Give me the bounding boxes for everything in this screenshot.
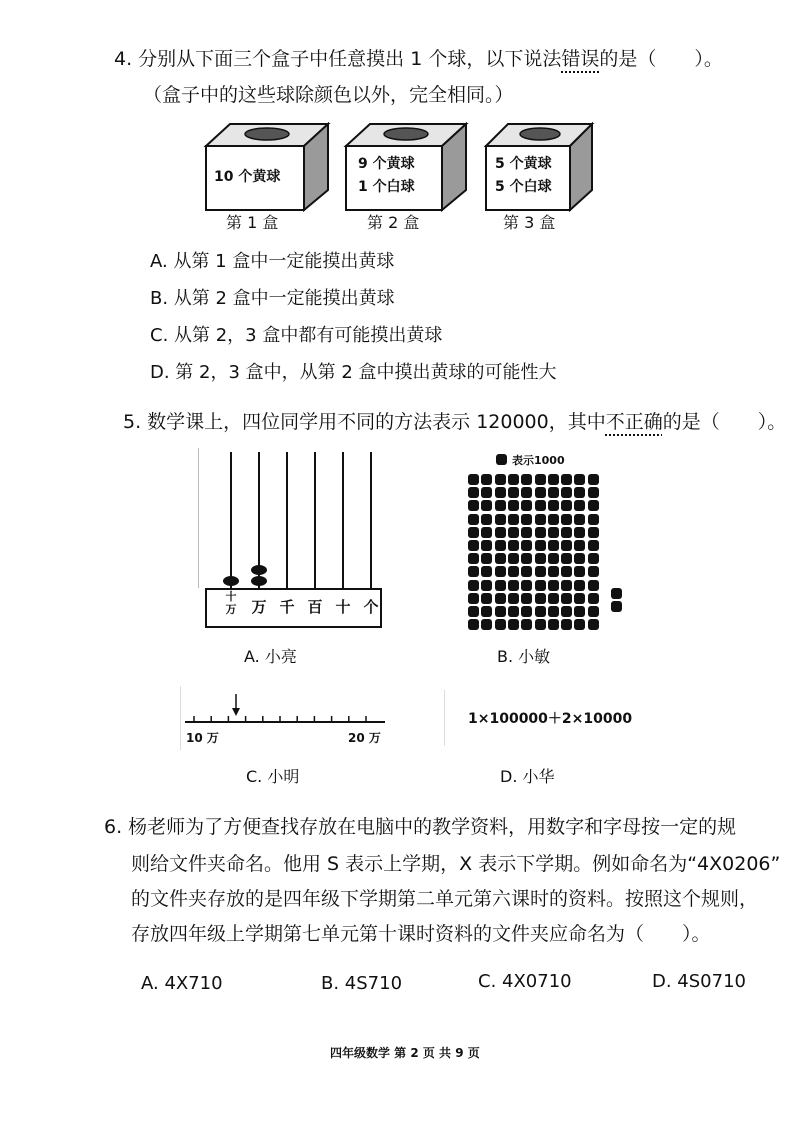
q4-stem-emphasis: 错误 (561, 48, 600, 70)
block (561, 553, 572, 564)
number-line-figure (180, 686, 390, 756)
block (468, 580, 479, 591)
block (548, 553, 559, 564)
block (561, 566, 572, 577)
q5-stem (123, 407, 786, 434)
block (561, 606, 572, 617)
abacus-bead (223, 576, 239, 586)
block (495, 487, 506, 498)
block (468, 553, 479, 564)
abacus-label: 百 (307, 598, 323, 616)
box-2-line2: 1 个白球 (358, 179, 415, 195)
block (468, 474, 479, 485)
block (548, 474, 559, 485)
block (468, 527, 479, 538)
abacus-rod (370, 452, 372, 588)
block (468, 593, 479, 604)
number-line-left-label: 10 万 (186, 731, 219, 745)
block (574, 514, 585, 525)
q6-option-d[interactable]: D. 4S0710 (652, 971, 746, 992)
block (588, 580, 599, 591)
block (508, 527, 519, 538)
block (495, 580, 506, 591)
formula: 1×100000＋2×10000 (468, 711, 633, 727)
block (588, 540, 599, 551)
block (588, 487, 599, 498)
block (481, 514, 492, 525)
block (495, 566, 506, 577)
block (481, 606, 492, 617)
block-extra (611, 588, 622, 599)
abacus-label: 个 (363, 598, 379, 616)
block (574, 474, 585, 485)
q6-line-2: 则给文件夹命名。他用 S 表示上学期，X 表示下学期。例如命名为“4X0206” (131, 853, 781, 875)
abacus-bead (251, 576, 267, 586)
block (495, 514, 506, 525)
block (548, 527, 559, 538)
q5-caption-c[interactable]: C. 小明 (246, 767, 300, 786)
abacus-rod (342, 452, 344, 588)
q5-stem-text: 5. 数学课上，四位同学用不同的方法表示 120000，其中 (123, 411, 606, 433)
block (588, 619, 599, 630)
q4-option-a[interactable]: A. 从第 1 盒中一定能摸出黄球 (150, 251, 395, 272)
abacus-label: 十万 (225, 590, 237, 616)
block (508, 566, 519, 577)
block (561, 619, 572, 630)
block (561, 500, 572, 511)
page-footer: 四年级数学 第 2 页 共 9 页 (330, 1046, 480, 1060)
block (495, 527, 506, 538)
block (548, 580, 559, 591)
q4-option-b[interactable]: B. 从第 2 盒中一定能摸出黄球 (150, 288, 395, 309)
block (508, 593, 519, 604)
block (588, 606, 599, 617)
q4-option-d[interactable]: D. 第 2，3 盒中，从第 2 盒中摸出黄球的可能性大 (150, 362, 557, 383)
block (468, 514, 479, 525)
block (548, 606, 559, 617)
block (481, 527, 492, 538)
q5-caption-a[interactable]: A. 小亮 (244, 647, 297, 666)
block (535, 500, 546, 511)
block (548, 566, 559, 577)
abacus-frame-line (198, 448, 199, 588)
block (521, 500, 532, 511)
block (481, 540, 492, 551)
box-3-line1: 5 个黄球 (495, 156, 552, 172)
block (508, 553, 519, 564)
block (588, 527, 599, 538)
block (535, 527, 546, 538)
block (468, 606, 479, 617)
block (521, 527, 532, 538)
q4-stem (114, 44, 723, 71)
block (561, 474, 572, 485)
abacus-label: 万 (251, 598, 267, 616)
block (574, 580, 585, 591)
q6-option-c[interactable]: C. 4X0710 (478, 971, 572, 992)
block (508, 540, 519, 551)
block (481, 619, 492, 630)
block (574, 527, 585, 538)
q6-option-b[interactable]: B. 4S710 (321, 973, 403, 994)
block (548, 619, 559, 630)
block (495, 619, 506, 630)
q6-line-1: 6. 杨老师为了方便查找存放在电脑中的教学资料，用数字和字母按一定的规 (104, 816, 737, 838)
block (495, 553, 506, 564)
q6-option-a[interactable]: A. 4X710 (141, 973, 223, 994)
block (481, 474, 492, 485)
abacus-bead (251, 565, 267, 575)
block (481, 553, 492, 564)
block (574, 619, 585, 630)
abacus-label: 千 (279, 598, 295, 616)
block (508, 580, 519, 591)
box-1-caption: 第 1 盒 (226, 213, 279, 232)
number-line-right-label: 20 万 (348, 731, 381, 745)
block (535, 487, 546, 498)
block (521, 619, 532, 630)
box-1-line1: 10 个黄球 (214, 169, 281, 185)
block (535, 540, 546, 551)
block (574, 606, 585, 617)
block (468, 566, 479, 577)
block (561, 593, 572, 604)
q5-stem-end: 的是（ ）。 (662, 411, 787, 433)
block (561, 487, 572, 498)
block (535, 566, 546, 577)
block (548, 500, 559, 511)
q6-line-3: 的文件夹存放的是四年级下学期第二单元第六课时的资料。按照这个规则， (131, 888, 759, 910)
block (561, 540, 572, 551)
block (521, 474, 532, 485)
block (588, 514, 599, 525)
block (548, 514, 559, 525)
block (535, 619, 546, 630)
block-legend-icon (496, 454, 507, 465)
block (548, 487, 559, 498)
block (535, 606, 546, 617)
block (508, 514, 519, 525)
block (535, 553, 546, 564)
block (548, 540, 559, 551)
block (588, 553, 599, 564)
block (561, 580, 572, 591)
block (535, 474, 546, 485)
block (468, 487, 479, 498)
abacus-rod (314, 452, 316, 588)
block (521, 514, 532, 525)
block (521, 606, 532, 617)
block (521, 566, 532, 577)
q5-stem-emphasis: 不正确 (605, 411, 663, 433)
block (588, 474, 599, 485)
block (574, 540, 585, 551)
block (481, 487, 492, 498)
block (495, 500, 506, 511)
block (508, 474, 519, 485)
abacus-rod (230, 452, 232, 588)
block (495, 606, 506, 617)
block (481, 580, 492, 591)
q5-caption-b[interactable]: B. 小敏 (497, 647, 551, 666)
q4-note: （盒子中的这些球除颜色以外，完全相同。） (143, 84, 514, 106)
block (521, 553, 532, 564)
block (468, 500, 479, 511)
block (561, 514, 572, 525)
block (588, 566, 599, 577)
box-3-caption: 第 3 盒 (503, 213, 556, 232)
block (495, 474, 506, 485)
abacus (198, 448, 388, 638)
box-2-caption: 第 2 盒 (367, 213, 420, 232)
block (574, 500, 585, 511)
block (481, 593, 492, 604)
abacus-rod (286, 452, 288, 588)
q4-stem-text: 4. 分别从下面三个盒子中任意摸出 1 个球，以下说法 (114, 48, 562, 70)
block (521, 580, 532, 591)
block (521, 540, 532, 551)
q4-stem-end: 的是（ ）。 (599, 48, 723, 70)
block-legend-text: 表示1000 (512, 454, 565, 467)
box-2-line1: 9 个黄球 (358, 156, 415, 172)
block (535, 514, 546, 525)
q5-caption-d[interactable]: D. 小华 (500, 767, 555, 786)
block (495, 593, 506, 604)
block (561, 527, 572, 538)
blocks-figure (496, 454, 636, 634)
block (521, 593, 532, 604)
block (574, 487, 585, 498)
q6-line-4: 存放四年级上学期第七单元第十课时资料的文件夹应命名为（ ）。 (131, 923, 711, 945)
block (548, 593, 559, 604)
block (481, 500, 492, 511)
block (495, 540, 506, 551)
block (508, 619, 519, 630)
block (521, 487, 532, 498)
block-extra (611, 601, 622, 612)
box-3-line2: 5 个白球 (495, 179, 552, 195)
block (574, 593, 585, 604)
block (574, 553, 585, 564)
block (588, 500, 599, 511)
block (468, 540, 479, 551)
arrow-head (232, 708, 240, 716)
block (508, 487, 519, 498)
block (535, 593, 546, 604)
block (508, 500, 519, 511)
block (481, 566, 492, 577)
block (535, 580, 546, 591)
block (508, 606, 519, 617)
q4-option-c[interactable]: C. 从第 2，3 盒中都有可能摸出黄球 (150, 325, 443, 346)
block (468, 619, 479, 630)
abacus-label: 十 (335, 598, 351, 616)
block (574, 566, 585, 577)
block (588, 593, 599, 604)
